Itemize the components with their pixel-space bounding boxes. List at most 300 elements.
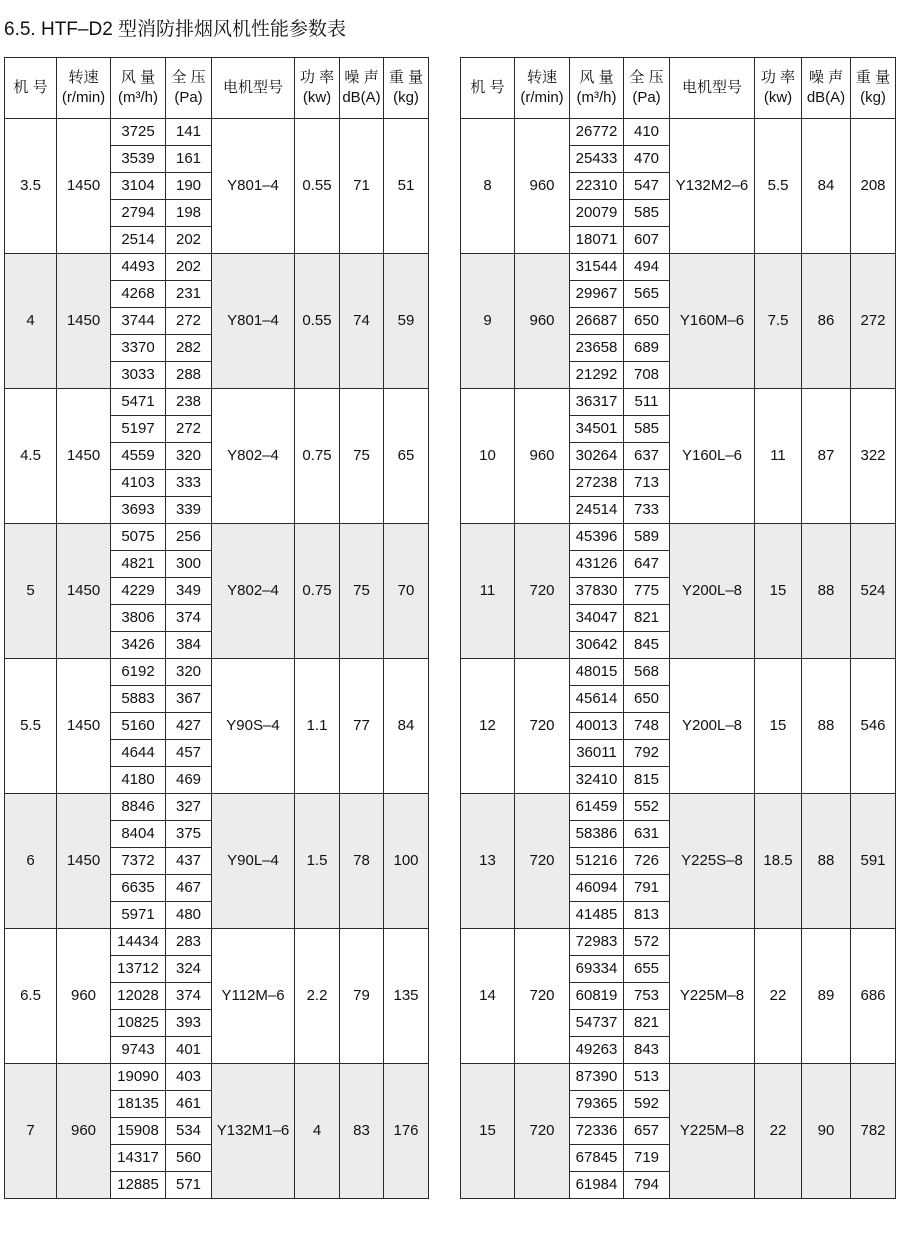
cell-pressure: 791 bbox=[624, 875, 670, 902]
cell-motor: Y132M1–6 bbox=[212, 1064, 295, 1199]
cell-pressure: 467 bbox=[166, 875, 212, 902]
cell-pressure: 534 bbox=[166, 1118, 212, 1145]
cell-no: 14 bbox=[461, 929, 515, 1064]
cell-power: 22 bbox=[755, 929, 802, 1064]
cell-weight: 100 bbox=[384, 794, 429, 929]
cell-speed: 960 bbox=[515, 254, 570, 389]
cell-no: 4 bbox=[5, 254, 57, 389]
fan-model-group bbox=[461, 119, 896, 254]
cell-motor: Y90L–4 bbox=[212, 794, 295, 929]
cell-flow: 37830 bbox=[570, 578, 624, 605]
cell-speed: 720 bbox=[515, 659, 570, 794]
header-noise bbox=[802, 58, 851, 119]
cell-no: 6 bbox=[5, 794, 57, 929]
table-row bbox=[461, 524, 896, 551]
header-row bbox=[461, 58, 896, 119]
header-row bbox=[5, 58, 429, 119]
cell-flow: 41485 bbox=[570, 902, 624, 929]
cell-flow: 6192 bbox=[111, 659, 166, 686]
cell-pressure: 198 bbox=[166, 200, 212, 227]
cell-pressure: 794 bbox=[624, 1172, 670, 1199]
cell-pressure: 748 bbox=[624, 713, 670, 740]
cell-pressure: 141 bbox=[166, 119, 212, 146]
cell-no: 7 bbox=[5, 1064, 57, 1199]
cell-weight: 782 bbox=[851, 1064, 896, 1199]
cell-no: 15 bbox=[461, 1064, 515, 1199]
cell-flow: 32410 bbox=[570, 767, 624, 794]
cell-motor: Y802–4 bbox=[212, 524, 295, 659]
cell-speed: 1450 bbox=[57, 254, 111, 389]
cell-pressure: 202 bbox=[166, 227, 212, 254]
cell-pressure: 283 bbox=[166, 929, 212, 956]
header-pressure-line: (Pa) bbox=[632, 89, 661, 106]
cell-pressure: 560 bbox=[166, 1145, 212, 1172]
header-motor bbox=[670, 58, 755, 119]
spec-table-left bbox=[4, 57, 429, 1199]
cell-motor: Y160L–6 bbox=[670, 389, 755, 524]
cell-weight: 84 bbox=[384, 659, 429, 794]
cell-flow: 3104 bbox=[111, 173, 166, 200]
cell-flow: 10825 bbox=[111, 1010, 166, 1037]
fan-model-group bbox=[461, 794, 896, 929]
fan-model-group bbox=[461, 659, 896, 794]
cell-flow: 87390 bbox=[570, 1064, 624, 1091]
fan-model-group bbox=[461, 389, 896, 524]
cell-speed: 1450 bbox=[57, 659, 111, 794]
cell-pressure: 568 bbox=[624, 659, 670, 686]
cell-flow: 6635 bbox=[111, 875, 166, 902]
cell-speed: 960 bbox=[515, 389, 570, 524]
cell-flow: 25433 bbox=[570, 146, 624, 173]
cell-flow: 48015 bbox=[570, 659, 624, 686]
table-row bbox=[5, 659, 429, 686]
header-noise bbox=[340, 58, 384, 119]
cell-power: 0.55 bbox=[295, 119, 340, 254]
cell-flow: 58386 bbox=[570, 821, 624, 848]
cell-pressure: 256 bbox=[166, 524, 212, 551]
cell-pressure: 552 bbox=[624, 794, 670, 821]
cell-motor: Y802–4 bbox=[212, 389, 295, 524]
cell-pressure: 288 bbox=[166, 362, 212, 389]
cell-pressure: 190 bbox=[166, 173, 212, 200]
cell-pressure: 461 bbox=[166, 1091, 212, 1118]
header-speed-line: 转速 bbox=[68, 69, 99, 86]
cell-no: 9 bbox=[461, 254, 515, 389]
cell-flow: 18071 bbox=[570, 227, 624, 254]
cell-speed: 1450 bbox=[57, 389, 111, 524]
header-weight-line: (kg) bbox=[860, 89, 886, 106]
cell-no: 8 bbox=[461, 119, 515, 254]
cell-flow: 12885 bbox=[111, 1172, 166, 1199]
cell-pressure: 585 bbox=[624, 200, 670, 227]
cell-flow: 61984 bbox=[570, 1172, 624, 1199]
header-pressure-line: (Pa) bbox=[174, 89, 203, 106]
cell-pressure: 470 bbox=[624, 146, 670, 173]
header-speed bbox=[515, 58, 570, 119]
cell-noise: 88 bbox=[802, 794, 851, 929]
cell-flow: 29967 bbox=[570, 281, 624, 308]
cell-pressure: 282 bbox=[166, 335, 212, 362]
cell-noise: 78 bbox=[340, 794, 384, 929]
cell-flow: 20079 bbox=[570, 200, 624, 227]
cell-flow: 3806 bbox=[111, 605, 166, 632]
cell-flow: 3744 bbox=[111, 308, 166, 335]
cell-flow: 30642 bbox=[570, 632, 624, 659]
cell-pressure: 821 bbox=[624, 605, 670, 632]
cell-pressure: 339 bbox=[166, 497, 212, 524]
header-pressure-line: 全 压 bbox=[629, 69, 664, 86]
cell-pressure: 494 bbox=[624, 254, 670, 281]
cell-pressure: 753 bbox=[624, 983, 670, 1010]
cell-flow: 36011 bbox=[570, 740, 624, 767]
cell-noise: 89 bbox=[802, 929, 851, 1064]
cell-flow: 69334 bbox=[570, 956, 624, 983]
table-row bbox=[5, 794, 429, 821]
fan-model-group bbox=[5, 389, 429, 524]
cell-flow: 14434 bbox=[111, 929, 166, 956]
cell-power: 2.2 bbox=[295, 929, 340, 1064]
cell-motor: Y801–4 bbox=[212, 119, 295, 254]
header-flow bbox=[570, 58, 624, 119]
cell-flow: 51216 bbox=[570, 848, 624, 875]
cell-flow: 14317 bbox=[111, 1145, 166, 1172]
header-power-line: (kw) bbox=[302, 89, 332, 106]
header-noise-line: 噪 声 bbox=[344, 69, 379, 86]
cell-flow: 4493 bbox=[111, 254, 166, 281]
cell-flow: 67845 bbox=[570, 1145, 624, 1172]
cell-power: 7.5 bbox=[755, 254, 802, 389]
cell-speed: 960 bbox=[515, 119, 570, 254]
header-noise-line: dB(A) bbox=[806, 89, 846, 106]
cell-no: 5 bbox=[5, 524, 57, 659]
cell-flow: 4103 bbox=[111, 470, 166, 497]
cell-noise: 77 bbox=[340, 659, 384, 794]
cell-flow: 40013 bbox=[570, 713, 624, 740]
fan-model-group bbox=[461, 254, 896, 389]
cell-power: 18.5 bbox=[755, 794, 802, 929]
cell-pressure: 457 bbox=[166, 740, 212, 767]
header-motor-line: 电机型号 bbox=[681, 79, 742, 96]
cell-flow: 5883 bbox=[111, 686, 166, 713]
header-weight-line: 重 量 bbox=[855, 69, 891, 86]
cell-speed: 1450 bbox=[57, 119, 111, 254]
cell-noise: 87 bbox=[802, 389, 851, 524]
cell-speed: 720 bbox=[515, 1064, 570, 1199]
fan-model-group bbox=[5, 794, 429, 929]
header-weight bbox=[851, 58, 896, 119]
cell-flow: 18135 bbox=[111, 1091, 166, 1118]
cell-flow: 5075 bbox=[111, 524, 166, 551]
cell-power: 5.5 bbox=[755, 119, 802, 254]
table-row bbox=[5, 119, 429, 146]
cell-pressure: 272 bbox=[166, 308, 212, 335]
cell-pressure: 708 bbox=[624, 362, 670, 389]
cell-flow: 23658 bbox=[570, 335, 624, 362]
cell-flow: 3693 bbox=[111, 497, 166, 524]
cell-weight: 591 bbox=[851, 794, 896, 929]
cell-flow: 22310 bbox=[570, 173, 624, 200]
cell-weight: 686 bbox=[851, 929, 896, 1064]
cell-no: 5.5 bbox=[5, 659, 57, 794]
cell-pressure: 367 bbox=[166, 686, 212, 713]
cell-pressure: 572 bbox=[624, 929, 670, 956]
cell-noise: 79 bbox=[340, 929, 384, 1064]
fan-model-group bbox=[5, 1064, 429, 1199]
header-pressure-line: 全 压 bbox=[171, 69, 206, 86]
cell-motor: Y225M–8 bbox=[670, 929, 755, 1064]
cell-no: 12 bbox=[461, 659, 515, 794]
cell-noise: 74 bbox=[340, 254, 384, 389]
cell-power: 0.55 bbox=[295, 254, 340, 389]
cell-pressure: 320 bbox=[166, 659, 212, 686]
table-header bbox=[5, 58, 429, 119]
table-row bbox=[461, 929, 896, 956]
cell-flow: 5197 bbox=[111, 416, 166, 443]
cell-power: 15 bbox=[755, 659, 802, 794]
cell-motor: Y801–4 bbox=[212, 254, 295, 389]
cell-pressure: 657 bbox=[624, 1118, 670, 1145]
cell-flow: 15908 bbox=[111, 1118, 166, 1145]
header-flow-line: (m³/h) bbox=[576, 89, 617, 106]
cell-pressure: 384 bbox=[166, 632, 212, 659]
cell-flow: 61459 bbox=[570, 794, 624, 821]
cell-flow: 8846 bbox=[111, 794, 166, 821]
cell-power: 1.1 bbox=[295, 659, 340, 794]
cell-pressure: 733 bbox=[624, 497, 670, 524]
header-pressure bbox=[166, 58, 212, 119]
cell-pressure: 231 bbox=[166, 281, 212, 308]
cell-pressure: 792 bbox=[624, 740, 670, 767]
cell-power: 11 bbox=[755, 389, 802, 524]
cell-pressure: 571 bbox=[166, 1172, 212, 1199]
cell-pressure: 202 bbox=[166, 254, 212, 281]
cell-power: 22 bbox=[755, 1064, 802, 1199]
cell-pressure: 821 bbox=[624, 1010, 670, 1037]
header-speed-line: (r/min) bbox=[61, 89, 106, 106]
cell-power: 4 bbox=[295, 1064, 340, 1199]
cell-weight: 59 bbox=[384, 254, 429, 389]
cell-pressure: 427 bbox=[166, 713, 212, 740]
cell-pressure: 775 bbox=[624, 578, 670, 605]
cell-flow: 5971 bbox=[111, 902, 166, 929]
cell-flow: 54737 bbox=[570, 1010, 624, 1037]
cell-pressure: 403 bbox=[166, 1064, 212, 1091]
header-motor bbox=[212, 58, 295, 119]
header-flow-line: (m³/h) bbox=[118, 89, 158, 106]
header-power-line: 功 率 bbox=[760, 69, 796, 86]
header-weight-line: (kg) bbox=[393, 89, 419, 106]
table-row bbox=[461, 659, 896, 686]
table-row bbox=[5, 524, 429, 551]
cell-flow: 3539 bbox=[111, 146, 166, 173]
cell-pressure: 813 bbox=[624, 902, 670, 929]
cell-pressure: 511 bbox=[624, 389, 670, 416]
cell-flow: 21292 bbox=[570, 362, 624, 389]
table-row bbox=[5, 254, 429, 281]
fan-model-group bbox=[5, 254, 429, 389]
cell-flow: 36317 bbox=[570, 389, 624, 416]
cell-pressure: 585 bbox=[624, 416, 670, 443]
cell-flow: 3426 bbox=[111, 632, 166, 659]
cell-speed: 720 bbox=[515, 794, 570, 929]
cell-pressure: 469 bbox=[166, 767, 212, 794]
cell-weight: 546 bbox=[851, 659, 896, 794]
cell-flow: 30264 bbox=[570, 443, 624, 470]
cell-power: 1.5 bbox=[295, 794, 340, 929]
cell-motor: Y90S–4 bbox=[212, 659, 295, 794]
cell-flow: 13712 bbox=[111, 956, 166, 983]
cell-motor: Y225M–8 bbox=[670, 1064, 755, 1199]
header-noise-line: dB(A) bbox=[342, 89, 381, 106]
cell-flow: 12028 bbox=[111, 983, 166, 1010]
cell-motor: Y200L–8 bbox=[670, 524, 755, 659]
cell-speed: 960 bbox=[57, 1064, 111, 1199]
cell-flow: 60819 bbox=[570, 983, 624, 1010]
table-row bbox=[461, 119, 896, 146]
cell-flow: 4559 bbox=[111, 443, 166, 470]
cell-flow: 46094 bbox=[570, 875, 624, 902]
fan-model-group bbox=[461, 929, 896, 1064]
cell-pressure: 393 bbox=[166, 1010, 212, 1037]
header-noise-line: 噪 声 bbox=[808, 69, 844, 86]
fan-model-group bbox=[461, 524, 896, 659]
cell-flow: 45396 bbox=[570, 524, 624, 551]
cell-speed: 720 bbox=[515, 524, 570, 659]
cell-pressure: 320 bbox=[166, 443, 212, 470]
cell-flow: 72983 bbox=[570, 929, 624, 956]
header-no-line: 机 号 bbox=[470, 79, 505, 96]
cell-pressure: 333 bbox=[166, 470, 212, 497]
header-speed-line: (r/min) bbox=[520, 89, 564, 106]
cell-power: 0.75 bbox=[295, 524, 340, 659]
cell-pressure: 713 bbox=[624, 470, 670, 497]
cell-pressure: 349 bbox=[166, 578, 212, 605]
header-no-line: 机 号 bbox=[13, 79, 48, 96]
cell-pressure: 401 bbox=[166, 1037, 212, 1064]
cell-flow: 3725 bbox=[111, 119, 166, 146]
cell-no: 10 bbox=[461, 389, 515, 524]
cell-no: 6.5 bbox=[5, 929, 57, 1064]
cell-power: 0.75 bbox=[295, 389, 340, 524]
header-no bbox=[5, 58, 57, 119]
cell-flow: 3370 bbox=[111, 335, 166, 362]
cell-flow: 26772 bbox=[570, 119, 624, 146]
cell-motor: Y132M2–6 bbox=[670, 119, 755, 254]
cell-weight: 51 bbox=[384, 119, 429, 254]
cell-pressure: 631 bbox=[624, 821, 670, 848]
cell-pressure: 647 bbox=[624, 551, 670, 578]
table-row bbox=[461, 254, 896, 281]
cell-pressure: 843 bbox=[624, 1037, 670, 1064]
cell-pressure: 637 bbox=[624, 443, 670, 470]
fan-model-group bbox=[5, 929, 429, 1064]
cell-pressure: 238 bbox=[166, 389, 212, 416]
header-motor-line: 电机型号 bbox=[222, 79, 283, 96]
cell-weight: 208 bbox=[851, 119, 896, 254]
table-row bbox=[461, 389, 896, 416]
cell-pressure: 719 bbox=[624, 1145, 670, 1172]
cell-pressure: 607 bbox=[624, 227, 670, 254]
cell-noise: 75 bbox=[340, 524, 384, 659]
cell-pressure: 689 bbox=[624, 335, 670, 362]
cell-flow: 43126 bbox=[570, 551, 624, 578]
header-speed bbox=[57, 58, 111, 119]
cell-pressure: 437 bbox=[166, 848, 212, 875]
cell-flow: 4644 bbox=[111, 740, 166, 767]
cell-pressure: 592 bbox=[624, 1091, 670, 1118]
cell-pressure: 480 bbox=[166, 902, 212, 929]
cell-motor: Y160M–6 bbox=[670, 254, 755, 389]
cell-motor: Y112M–6 bbox=[212, 929, 295, 1064]
cell-no: 4.5 bbox=[5, 389, 57, 524]
cell-flow: 45614 bbox=[570, 686, 624, 713]
cell-weight: 272 bbox=[851, 254, 896, 389]
page-title: 6.5. HTF–D2 型消防排烟风机性能参数表 bbox=[4, 19, 347, 40]
header-speed-line: 转速 bbox=[526, 69, 557, 86]
cell-weight: 322 bbox=[851, 389, 896, 524]
header-weight-line: 重 量 bbox=[388, 69, 424, 86]
header-weight bbox=[384, 58, 429, 119]
cell-no: 11 bbox=[461, 524, 515, 659]
table-row bbox=[461, 1064, 896, 1091]
cell-flow: 2794 bbox=[111, 200, 166, 227]
header-power bbox=[755, 58, 802, 119]
cell-noise: 83 bbox=[340, 1064, 384, 1199]
cell-flow: 8404 bbox=[111, 821, 166, 848]
cell-no: 3.5 bbox=[5, 119, 57, 254]
cell-pressure: 374 bbox=[166, 605, 212, 632]
header-flow-line: 风 量 bbox=[120, 69, 156, 86]
cell-flow: 34047 bbox=[570, 605, 624, 632]
cell-pressure: 650 bbox=[624, 308, 670, 335]
fan-model-group bbox=[5, 524, 429, 659]
cell-weight: 65 bbox=[384, 389, 429, 524]
cell-pressure: 324 bbox=[166, 956, 212, 983]
cell-speed: 960 bbox=[57, 929, 111, 1064]
cell-flow: 5160 bbox=[111, 713, 166, 740]
table-row bbox=[5, 929, 429, 956]
cell-flow: 4268 bbox=[111, 281, 166, 308]
cell-motor: Y200L–8 bbox=[670, 659, 755, 794]
cell-flow: 3033 bbox=[111, 362, 166, 389]
cell-noise: 71 bbox=[340, 119, 384, 254]
header-power-line: 功 率 bbox=[299, 69, 335, 86]
cell-flow: 49263 bbox=[570, 1037, 624, 1064]
cell-noise: 86 bbox=[802, 254, 851, 389]
cell-pressure: 375 bbox=[166, 821, 212, 848]
cell-flow: 27238 bbox=[570, 470, 624, 497]
cell-flow: 19090 bbox=[111, 1064, 166, 1091]
cell-pressure: 650 bbox=[624, 686, 670, 713]
table-row bbox=[461, 794, 896, 821]
cell-weight: 70 bbox=[384, 524, 429, 659]
cell-pressure: 815 bbox=[624, 767, 670, 794]
cell-flow: 4180 bbox=[111, 767, 166, 794]
header-flow bbox=[111, 58, 166, 119]
cell-weight: 524 bbox=[851, 524, 896, 659]
cell-pressure: 327 bbox=[166, 794, 212, 821]
cell-noise: 88 bbox=[802, 659, 851, 794]
cell-flow: 72336 bbox=[570, 1118, 624, 1145]
table-row bbox=[5, 1064, 429, 1091]
cell-pressure: 565 bbox=[624, 281, 670, 308]
cell-noise: 75 bbox=[340, 389, 384, 524]
cell-weight: 135 bbox=[384, 929, 429, 1064]
header-pressure bbox=[624, 58, 670, 119]
cell-speed: 1450 bbox=[57, 524, 111, 659]
cell-pressure: 513 bbox=[624, 1064, 670, 1091]
cell-flow: 79365 bbox=[570, 1091, 624, 1118]
